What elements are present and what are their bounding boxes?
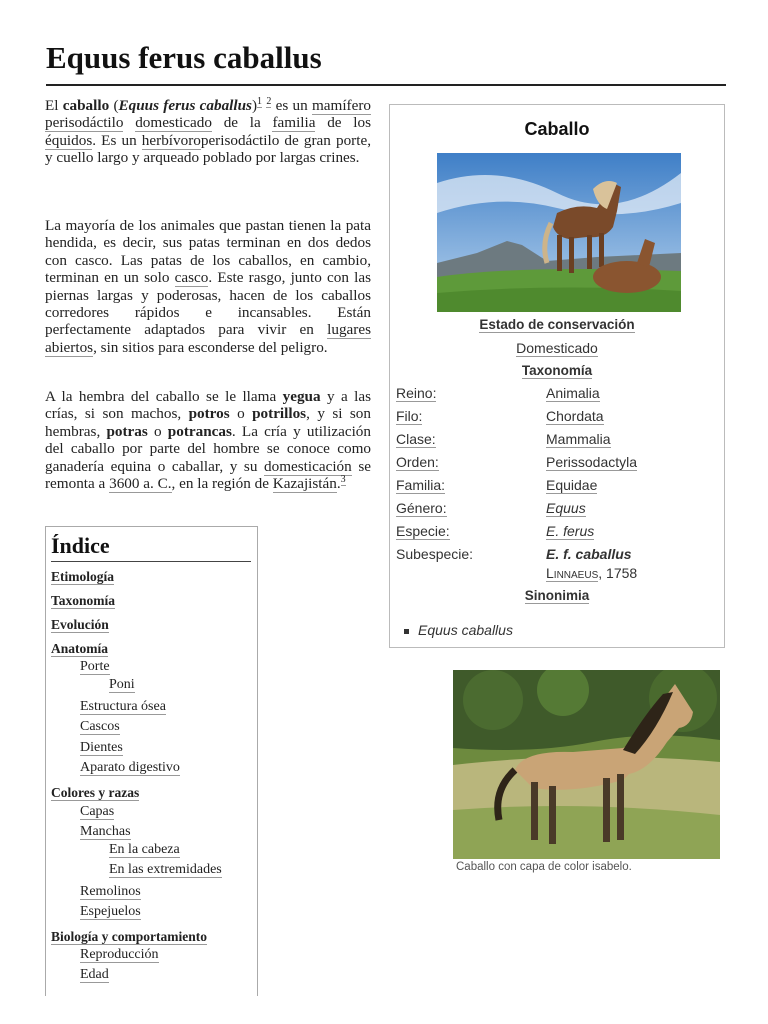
conservation-value[interactable]: Domesticado — [516, 340, 598, 356]
link-perisodactilo[interactable]: perisodáctilo — [45, 114, 124, 132]
link-mamifero[interactable]: mamífero — [311, 97, 372, 114]
toc-item-taxonomia[interactable]: Taxonomía — [51, 593, 116, 608]
toc-item-en-las-extremidades[interactable]: En las extremidades — [109, 862, 222, 877]
conservation-heading[interactable]: Estado de conservación — [479, 317, 635, 332]
taxonomy-row-genero — [396, 500, 716, 520]
taxonomy-row-reino — [396, 385, 716, 405]
taxonomy-row-clase — [396, 431, 716, 451]
taxonomy-value[interactable]: Perissodactyla — [546, 454, 638, 470]
toc-title: Índice — [51, 533, 251, 562]
toc-item-remolinos[interactable]: Remolinos — [80, 884, 141, 899]
toc-item-espejuelos[interactable]: Espejuelos — [80, 904, 141, 919]
link-kazajistan[interactable]: Kazajistán — [272, 475, 337, 493]
infobox — [389, 104, 725, 648]
reference-link[interactable]: 3 — [340, 473, 346, 485]
taxonomy-row-subespecie — [396, 546, 716, 566]
toc-item-porte[interactable]: Porte — [80, 659, 110, 674]
taxonomy-row-especie — [396, 523, 716, 543]
taxonomy-rank[interactable]: Reino: — [396, 385, 437, 401]
taxonomy-value[interactable]: E. ferus — [546, 523, 595, 539]
infobox-horse-photo[interactable] — [437, 153, 681, 312]
link-equidos[interactable]: équidos — [45, 131, 93, 149]
toc-item-evolucion[interactable]: Evolución — [51, 617, 109, 632]
toc-item-manchas[interactable]: Manchas — [80, 824, 131, 839]
toc-item-dientes[interactable]: Dientes — [80, 740, 123, 755]
toc-item-anatomia[interactable]: Anatomía — [51, 641, 108, 656]
synonym-list-item: Equus caballus — [404, 622, 513, 638]
toc-item-colores-y-razas[interactable]: Colores y razas — [51, 785, 140, 800]
synonymy-heading[interactable]: Sinonimia — [524, 588, 590, 603]
link-familia[interactable]: familia — [272, 114, 316, 132]
link-herbivoro[interactable]: herbívoro — [141, 131, 201, 149]
intro-paragraph-1: El caballo (Equus ferus caballus)$^1$ $^2$ es un mamífero perisodáctilo domesticado de la familia de los équidos. Es un herbívoroperisodáctilo de gran porte, y cuello largo y arqueado poblado por largas crines. — [45, 95, 372, 167]
taxonomy-rank[interactable]: Clase: — [396, 431, 436, 447]
toc-item-biologia-y-comportamiento[interactable]: Biología y comportamiento — [51, 929, 207, 944]
taxonomy-row-orden — [396, 454, 716, 474]
link-domesticacion[interactable]: domesticación — [264, 457, 352, 475]
intro-paragraph-3: A la hembra del caballo se le llama yegua y a las crías, si son machos, potros o potrillos, y si son hembras, potras o potrancas. La cría y utilización del caballo por parte del hombre se conoce como ganadería equina o caballar, y su domesticación se remonta a 3600 a. C., en la región de Kazajistán.$^3$ — [45, 388, 371, 493]
link-casco[interactable]: casco — [174, 269, 209, 287]
infobox-title: Caballo — [524, 119, 590, 139]
taxonomy-value: E. f. caballus — [546, 546, 632, 562]
toc-item-capas[interactable]: Capas — [80, 804, 115, 819]
link-3600-ac[interactable]: 3600 a. C. — [109, 475, 172, 493]
taxonomy-row-filo — [396, 408, 716, 428]
toc-item-aparato-digestivo[interactable]: Aparato digestivo — [80, 760, 180, 775]
taxonomy-rank[interactable]: Familia: — [396, 477, 446, 493]
taxonomy-rank[interactable]: Orden: — [396, 454, 439, 470]
toc-item-en-la-cabeza[interactable]: En la cabeza — [109, 842, 180, 857]
taxonomy-value[interactable]: Chordata — [546, 408, 604, 424]
reference-link[interactable]: 1 — [257, 95, 263, 107]
taxonomy-value[interactable]: Animalia — [546, 385, 600, 401]
link-lugares-abiertos[interactable]: lugares abiertos — [45, 321, 371, 356]
bullet-icon — [404, 629, 409, 634]
taxonomy-value[interactable]: Equidae — [546, 477, 598, 493]
authority-link[interactable]: Linnaeus — [546, 565, 599, 581]
taxonomy-authority: Linnaeus, 1758 — [546, 565, 638, 581]
reference-link[interactable]: 2 — [266, 95, 272, 107]
toc-item-edad[interactable]: Edad — [80, 967, 109, 982]
taxonomy-row-familia — [396, 477, 716, 497]
taxonomy-rank[interactable]: Especie: — [396, 523, 450, 539]
taxonomy-rank[interactable]: Filo: — [396, 408, 423, 424]
toc-item-reproduccion[interactable]: Reproducción — [80, 947, 159, 962]
page-title: Equus ferus caballus — [46, 38, 726, 86]
taxonomy-value[interactable]: Mammalia — [546, 431, 611, 447]
photo-caption: Caballo con capa de color isabelo. — [456, 861, 632, 873]
link-domesticado[interactable]: domesticado — [135, 114, 212, 132]
toc-item-cascos[interactable]: Cascos — [80, 719, 120, 734]
toc-item-etimologia[interactable]: Etimología — [51, 569, 114, 584]
isabelo-horse-photo[interactable] — [453, 670, 720, 859]
taxonomy-rank[interactable]: Género: — [396, 500, 447, 516]
toc-item-poni[interactable]: Poni — [109, 677, 135, 692]
taxonomy-rank: Subespecie: — [396, 546, 474, 562]
intro-paragraph-2: La mayoría de los animales que pastan tienen la pata hendida, es decir, sus patas terminan en dos dedos con casco. Las patas de los caballos, en cambio, terminan en un solo casco. Este rasgo, junto con las piernas largas y poderosas, hacen de los caballos corredores rápidos e incansables. Están perfectamente adaptados para vivir en lugares abiertos, sin sitios para esconderse del peligro. — [45, 217, 371, 356]
taxonomy-value[interactable]: Equus — [546, 500, 586, 516]
toc-item-estructura-osea[interactable]: Estructura ósea — [80, 699, 166, 714]
taxonomy-heading[interactable]: Taxonomía — [521, 363, 593, 378]
